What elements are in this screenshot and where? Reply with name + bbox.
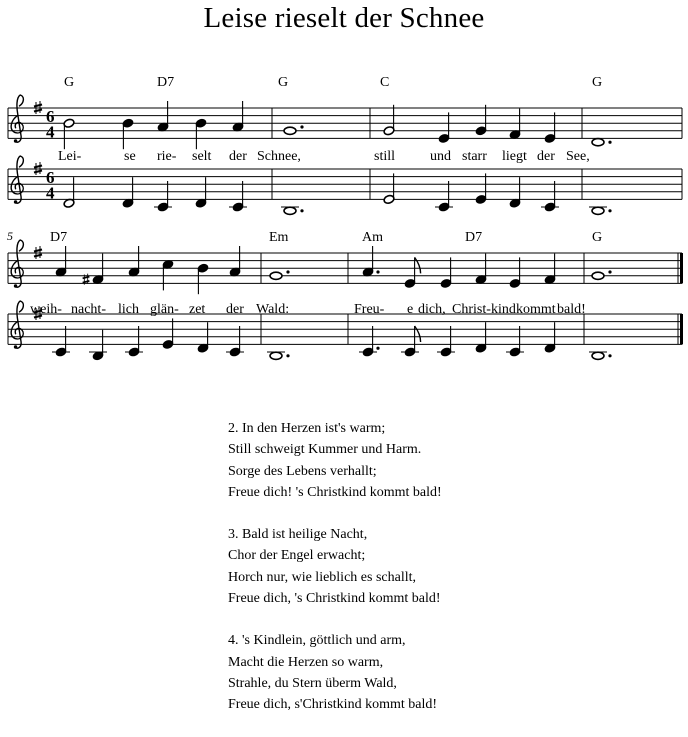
lyric-syllable: Schnee,: [257, 149, 301, 164]
staff-melody-2: [8, 240, 683, 294]
verse-line: Sorge des Lebens verhallt;: [228, 463, 377, 479]
time-signature-numerator: 6: [46, 168, 55, 188]
augmentation-dot: [608, 141, 611, 144]
lyric-syllable: glän-: [150, 302, 179, 317]
lyric-syllable: still: [374, 149, 396, 164]
notehead: [592, 272, 604, 279]
treble-clef-icon: [11, 240, 23, 288]
additional-verses: [228, 418, 442, 737]
chord-symbol: D7: [465, 230, 483, 245]
verse-4: [228, 630, 442, 715]
lyric-syllable: e: [407, 302, 414, 317]
lyric-syllable: Christ-: [452, 302, 491, 317]
chord-symbol: D7: [157, 75, 175, 90]
augmentation-dot: [286, 354, 289, 357]
chord-symbol: Am: [362, 230, 383, 245]
augmentation-dot: [300, 125, 303, 128]
chord-symbol: D7: [50, 230, 68, 245]
notehead: [592, 352, 604, 359]
verse-line: 3. Bald ist heilige Nacht,: [228, 527, 368, 543]
notehead: [284, 127, 296, 134]
note-flag: [415, 257, 421, 273]
verse-line: Freue dich, 's Christkind kommt bald!: [228, 591, 441, 607]
augmentation-dot: [376, 270, 379, 273]
notehead: [592, 207, 604, 214]
verse-line: Chor der Engel erwacht;: [228, 548, 366, 564]
note-flag: [415, 326, 421, 342]
lyric-syllable: dich,: [418, 302, 446, 317]
lyric-syllable: Wald:: [256, 302, 290, 317]
lyric-syllable: selt: [192, 149, 212, 164]
lyric-syllable: starr: [462, 149, 487, 164]
measure-number: 5: [7, 229, 13, 243]
lyric-syllable: der: [226, 302, 244, 317]
chord-symbol: G: [64, 75, 75, 90]
lyric-syllable: rie-: [157, 149, 177, 164]
lyric-syllable: nacht-: [71, 302, 106, 317]
lyric-syllable: und: [430, 149, 451, 164]
notehead: [284, 207, 296, 214]
lyric-syllable: se: [124, 149, 136, 164]
lyric-syllable: kommt: [516, 302, 556, 317]
chord-symbol: G: [592, 75, 603, 90]
augmentation-dot: [608, 209, 611, 212]
verse-line: 2. In den Herzen ist's warm;: [228, 421, 386, 436]
notehead: [592, 139, 604, 146]
chord-symbol: Em: [269, 230, 289, 245]
lyric-syllable: lich: [118, 302, 139, 317]
lyric-syllable: bald!: [557, 302, 586, 317]
lyric-syllable: See,: [566, 149, 590, 164]
notehead: [270, 272, 282, 279]
verse-line: Freue dich! 's Christkind kommt bald!: [228, 484, 442, 500]
chord-symbol: C: [380, 75, 390, 90]
lyric-syllable: Freu-: [354, 302, 385, 317]
verse-line: Horch nur, wie lieblich es schallt,: [228, 569, 416, 585]
treble-clef-icon: [11, 95, 23, 143]
verse-line: Still schweigt Kummer und Harm.: [228, 442, 422, 458]
augmentation-dot: [286, 270, 289, 273]
verse-line: Freue dich, s'Christkind kommt bald!: [228, 697, 438, 713]
final-barline: [680, 314, 683, 344]
lyric-syllable: zet: [189, 302, 206, 317]
augmentation-dot: [300, 209, 303, 212]
treble-clef-icon: [11, 156, 23, 204]
verse-line: 4. 's Kindlein, göttlich und arm,: [228, 633, 406, 649]
augmentation-dot: [376, 347, 379, 350]
lyric-syllable: der: [229, 149, 247, 164]
verse-line: Macht die Herzen so warm,: [228, 654, 384, 670]
lyric-syllable: weih-: [30, 302, 62, 317]
lyric-syllable: der: [537, 149, 555, 164]
treble-clef-icon: [11, 301, 23, 349]
staff-accompaniment-1: [8, 156, 682, 214]
lyric-syllable: liegt: [502, 149, 527, 164]
final-barline: [680, 253, 683, 283]
augmentation-dot: [608, 354, 611, 357]
verse-line: Strahle, du Stern überm Wald,: [228, 675, 397, 691]
chord-symbol: G: [278, 75, 289, 90]
lyric-syllable: kind: [491, 302, 516, 317]
time-signature-denominator: 4: [46, 122, 55, 142]
lyric-syllable: Lei-: [58, 149, 82, 164]
song-title: Leise rieselt der Schnee: [203, 2, 485, 34]
time-signature-numerator: 6: [46, 107, 55, 127]
verse-2: [228, 418, 442, 503]
notehead: [270, 352, 282, 359]
time-signature-denominator: 4: [46, 183, 55, 203]
verse-3: [228, 524, 442, 609]
chord-symbol: G: [592, 230, 603, 245]
augmentation-dot: [608, 270, 611, 273]
staff-melody-1: [8, 95, 682, 149]
